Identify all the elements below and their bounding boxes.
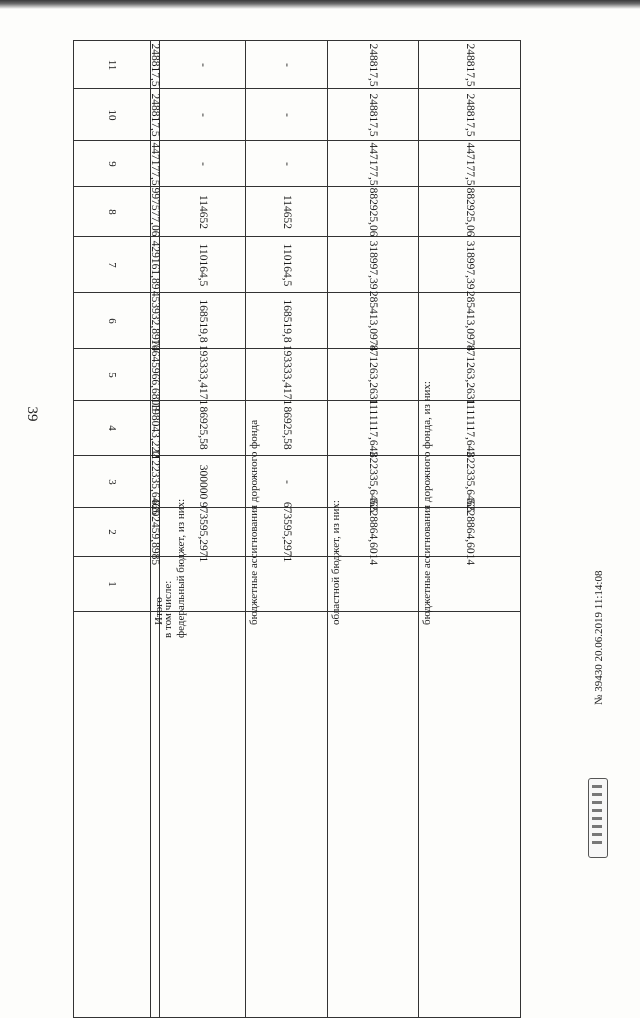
- cell-value: 1198043,222: [149, 398, 161, 458]
- column-row-6: [74, 293, 521, 349]
- header-number-cell: [74, 187, 151, 237]
- data-cell: [160, 187, 246, 237]
- cell-value: 318997,39: [463, 240, 476, 289]
- cell-value: 5228864,6014: [463, 498, 476, 566]
- header-number-cell: [74, 141, 151, 187]
- cell-value: 193333,4171: [280, 344, 293, 405]
- header-number: 6: [106, 317, 118, 324]
- total-cell: [151, 141, 160, 187]
- header-number-cell: [74, 612, 151, 1018]
- header-number: 7: [106, 261, 118, 268]
- data-cell: [328, 89, 419, 141]
- total-cell: [151, 41, 160, 89]
- cell-value: -: [280, 112, 293, 117]
- column-row-4: [74, 401, 521, 456]
- header-number: 5: [106, 371, 118, 378]
- header-number-cell: [74, 401, 151, 456]
- cell-value: 114652: [280, 194, 293, 229]
- data-cell: [419, 141, 521, 187]
- cell-value: 822335,6465: [463, 451, 476, 512]
- total-cell: [151, 597, 165, 1018]
- cell-value: 248817,5: [367, 92, 379, 137]
- cell-value: 248817,5: [367, 42, 379, 87]
- electronic-stamp-icon: [588, 778, 608, 858]
- total-cell: [151, 89, 160, 141]
- column-row-1: [74, 557, 521, 612]
- label-row: [74, 612, 521, 1018]
- cell-value: 1122335,6465: [149, 448, 161, 515]
- cell-value: 822335,6465: [367, 451, 379, 512]
- header-number: 4: [106, 425, 118, 431]
- data-cell: [328, 141, 419, 187]
- cell-value: 882925,06: [367, 187, 379, 236]
- footer-registration: № 39430 20.06.2019 11:14:08: [593, 570, 605, 705]
- cell-value: -: [280, 479, 293, 484]
- cell-value: 1111117,642: [463, 398, 476, 458]
- cell-value: 673595,2971: [280, 501, 293, 563]
- header-number: 2: [106, 529, 118, 535]
- header-number-cell: [74, 508, 151, 557]
- cell-value: 300000: [196, 464, 209, 499]
- budget-table: [73, 40, 521, 1018]
- cell-value: 110164,5: [196, 243, 209, 286]
- cell-value: -: [196, 112, 209, 117]
- cell-value: 997577,06: [149, 187, 161, 236]
- cell-value: 285413,0974: [367, 290, 379, 351]
- column-row-2: [74, 508, 521, 557]
- data-cell: [419, 41, 521, 89]
- data-cell: [160, 89, 246, 141]
- header-number-cell: [74, 456, 151, 508]
- cell-value: 168519,8: [196, 298, 209, 343]
- cell-value: -: [196, 161, 209, 166]
- column-row-8: [74, 187, 521, 237]
- header-number: 11: [106, 59, 118, 70]
- cell-value: 86925,58: [196, 406, 209, 450]
- header-number: 10: [106, 109, 118, 120]
- cell-value: 447177,5: [367, 141, 379, 186]
- cell-value: 871263,2631: [463, 344, 476, 405]
- cell-value: 86925,58: [280, 406, 293, 450]
- data-cell: [160, 141, 246, 187]
- header-number-cell: [74, 89, 151, 141]
- cell-value: 1111117,642: [367, 398, 379, 458]
- header-number: 1: [106, 581, 118, 587]
- cell-value: 248817,5: [149, 42, 161, 87]
- cell-value: -: [280, 161, 293, 166]
- data-cell: [246, 89, 328, 141]
- row-label: в том числе: федеральный бюджет, из них:: [162, 498, 187, 638]
- column-row-11: [74, 41, 521, 89]
- header-number-cell: [74, 557, 151, 612]
- data-cell: [246, 41, 328, 89]
- data-cell: [419, 89, 521, 141]
- cell-value: 871263,2631: [367, 344, 379, 405]
- cell-value: 447177,5: [463, 141, 476, 186]
- cell-value: 248817,5: [149, 92, 161, 137]
- header-number-cell: [74, 293, 151, 349]
- cell-value: 882925,06: [463, 187, 476, 236]
- header-number: 8: [106, 208, 118, 215]
- cell-value: 318997,39: [367, 240, 379, 289]
- scan-edge: [0, 0, 640, 9]
- cell-value: 973595,2971: [196, 501, 209, 563]
- row-label: областной бюджет, из них:: [330, 500, 342, 625]
- page-number: 39: [24, 406, 40, 422]
- cell-value: 285413,0974: [463, 290, 476, 351]
- cell-value: 447177,5: [149, 141, 161, 186]
- cell-value: 10645966,6803: [149, 338, 161, 411]
- cell-value: 193333,4171: [196, 344, 209, 405]
- data-cell: [246, 141, 328, 187]
- cell-value: 5228864,6014: [367, 498, 379, 566]
- data-cell: [160, 41, 246, 89]
- row-label: бюджетные ассигнования дорожного фонда: [248, 419, 260, 625]
- header-number: 3: [106, 478, 118, 485]
- data-cell: [328, 41, 419, 89]
- column-row-5: [74, 349, 521, 401]
- cell-value: 248817,5: [463, 42, 476, 87]
- row-label: Итого: [153, 597, 165, 625]
- cell-value: 453932,8974: [149, 290, 161, 351]
- cell-value: -: [280, 62, 293, 67]
- cell-value: -: [196, 62, 209, 67]
- cell-value: 6202459,8985: [149, 498, 161, 566]
- header-number-cell: [74, 41, 151, 89]
- column-row-7: [74, 237, 521, 293]
- column-row-3: [74, 456, 521, 508]
- cell-value: 110164,5: [280, 243, 293, 286]
- cell-value: 248817,5: [463, 92, 476, 137]
- row-label: бюджетные ассигнования дорожного фонда, из них:: [421, 381, 433, 625]
- cell-value: 168519,8: [280, 298, 293, 343]
- column-row-10: [74, 89, 521, 141]
- cell-value: 114652: [196, 194, 209, 229]
- header-number-cell: [74, 237, 151, 293]
- column-row-9: [74, 141, 521, 187]
- header-number-cell: [74, 349, 151, 401]
- cell-value: 429161,89: [149, 240, 161, 289]
- header-number: 9: [106, 160, 118, 167]
